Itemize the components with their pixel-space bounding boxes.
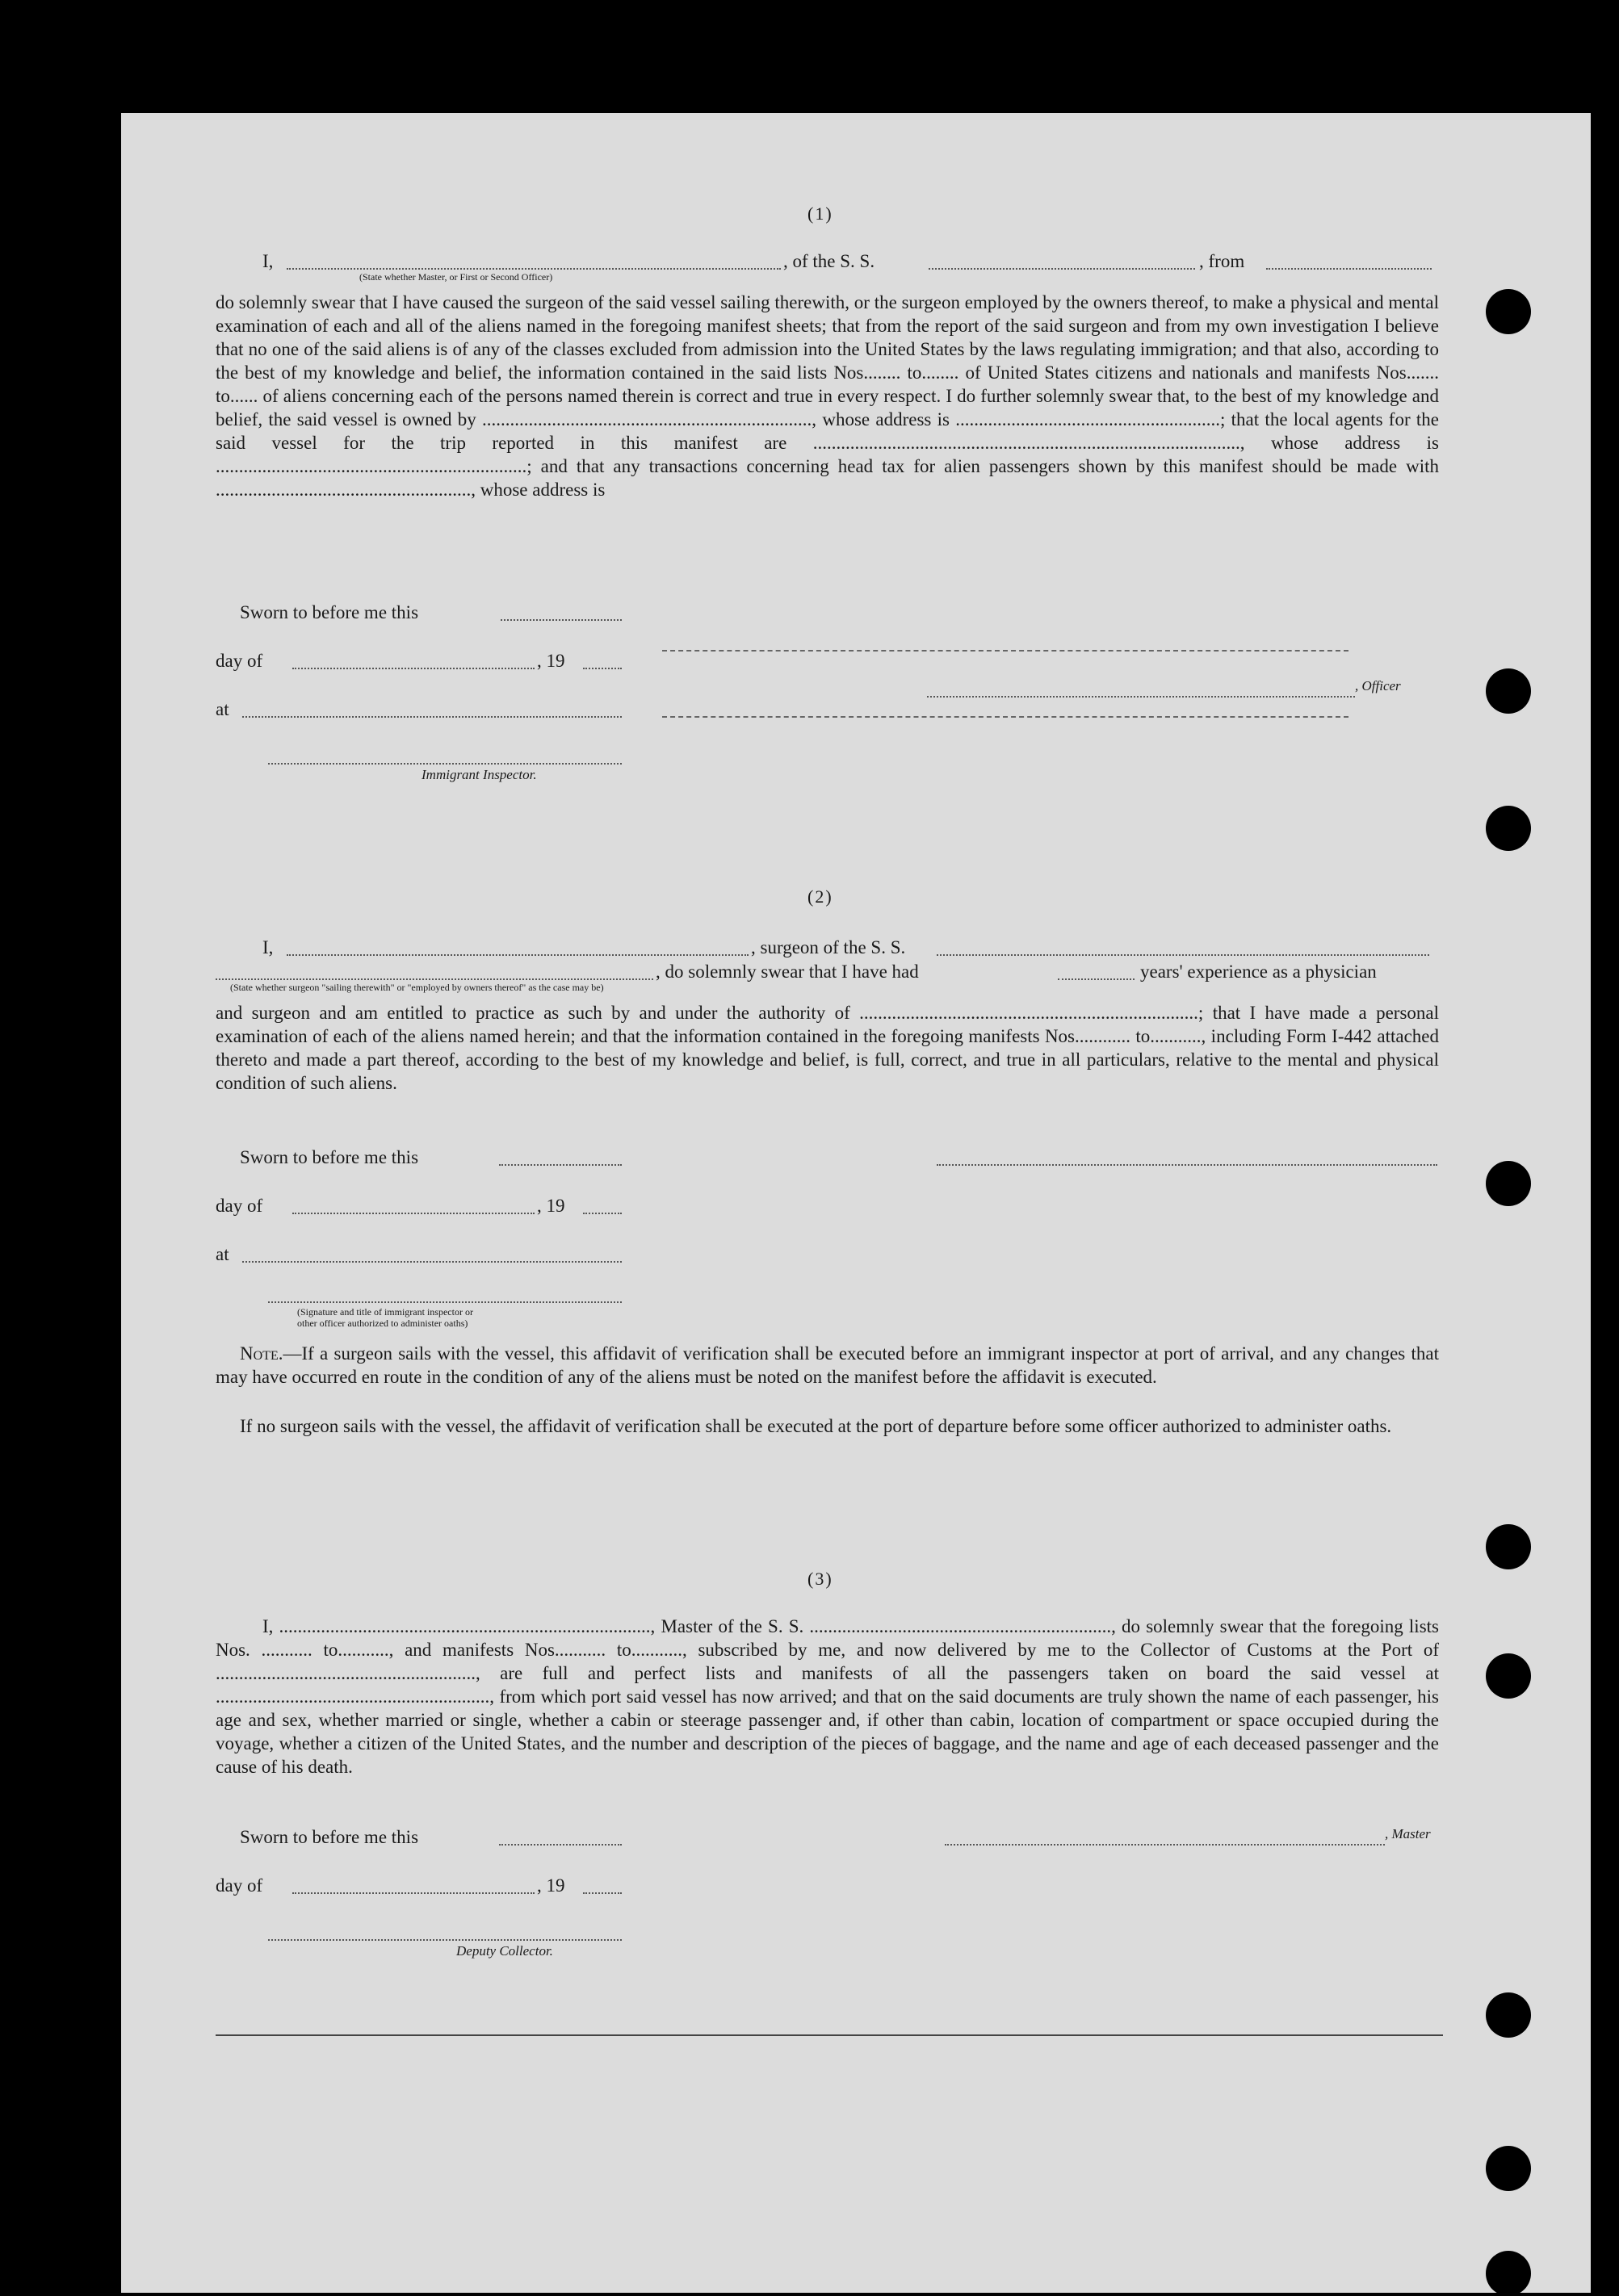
section-3-oath-text: I, ................................................................................, Master of the S. S. ................................................................., do solemnly swear that the foregoing lists Nos. ........... to..........., and manifests Nos........... to..........., subscribed by me, and now delivered by me to the Collector of Customs at the Port of ........................................................, are full and perfect lists and manifests of all the passengers taken on board the said vessel at ..........................................................., from which port said vessel has now arrived; and that on the said documents are truly shown the name of each passenger, his age and sex, whether married or single, whether a cabin or steerage passenger and, if other than cabin, location of compartment or space occupied during the voyage, whether a citizen of the United States, and the number and description of the pieces of baggage, and the name and age of each deceased passenger and the cause of his death. [216, 1616, 1439, 1777]
section-1-oath-text: do solemnly swear that I have caused the surgeon of the said vessel sailing therewith, or the surgeon employed by the owners thereof, to make a physical and mental examination of each and all of the aliens named in the foregoing manifest sheets; that from the report of the said surgeon and from my own investigation I believe that no one of the said aliens is of any of the classes excluded from admission into the United States by the laws regulating immigration; and that also, according to the best of my knowledge and belief, the information contained in the said lists Nos........ to........ of United States citizens and nationals and manifests Nos....... to...... of aliens concerning each of the persons named therein is correct and true in every respect. I do further solemnly swear that, to the best of my knowledge and belief, the said vessel is owned by ......................................................................., whose address is .........................................................; that the local agents for the said vessel for the trip reported in this manifest are ............................................................................................, whose address is ...................................................................; and that any transactions concerning head tax for alien passengers shown by this manifest should be made with ......................................................., whose address is [216, 292, 1439, 500]
binder-hole [1486, 2146, 1531, 2191]
section-3-year-label: , 19 [537, 1875, 565, 1896]
section-1-month-field[interactable] [292, 668, 535, 669]
section-3-sworn-label: Sworn to before me this [240, 1827, 419, 1847]
section-3-month-field[interactable] [292, 1892, 535, 1894]
blank-line [662, 716, 1348, 718]
section-1-role-note: (State whether Master, or First or Second Officer) [359, 271, 553, 283]
surgeon-note [216, 1342, 1439, 1389]
section-2-sworn-day-field[interactable] [499, 1164, 622, 1166]
section-1-line1-from: , from [1199, 251, 1245, 271]
master-signature-line[interactable] [945, 1844, 1385, 1846]
years-experience-field[interactable] [1058, 978, 1135, 980]
section-2-number: (2) [807, 886, 833, 907]
master-name-field[interactable] [287, 268, 781, 270]
section-2-oath-text: and surgeon and am entitled to practice as such by and under the authority of .........................................................................; that I have made a personal examination of each of the aliens named herein; and that the information contained in the foregoing manifests Nos............ to..........., including Form I-442 attached thereto and made a part thereof, according to the best of my knowledge and belief, is full, correct, and true in all particulars, relative to the mental and physical condition of such aliens. [216, 1003, 1439, 1093]
surgeon-signature-line[interactable] [937, 1164, 1437, 1166]
immigrant-inspector-caption: Immigrant Inspector. [422, 767, 537, 782]
section-1-year-field[interactable] [583, 668, 622, 669]
deputy-collector-caption: Deputy Collector. [456, 1943, 553, 1959]
section-1-at-label: at [216, 699, 229, 719]
deputy-collector-signature-line[interactable] [268, 1939, 622, 1941]
inspector-caption-line-1: (Signature and title of immigrant inspector or [297, 1306, 473, 1318]
surgeon-note-2: If no surgeon sails with the vessel, the affidavit of verification shall be executed at the port of departure before some officer authorized to administer oaths. [240, 1416, 1392, 1436]
section-1-at-field[interactable] [242, 716, 622, 718]
form-page [121, 113, 1591, 2293]
section-3-day-of-label: day of [216, 1875, 263, 1896]
surgeon-status-note: (State whether surgeon "sailing therewith" or "employed by owners thereof" as the case may be) [230, 982, 604, 993]
from-port-field[interactable] [1266, 268, 1432, 270]
section-3-number: (3) [807, 1569, 833, 1589]
binder-hole [1486, 1653, 1531, 1699]
vessel-name-field[interactable] [929, 268, 1195, 270]
immigrant-inspector-signature-line[interactable] [268, 763, 622, 765]
section-1-line1-prefix: I, [262, 251, 274, 271]
section-1-sworn-day-field[interactable] [501, 619, 622, 621]
surgeon-status-field[interactable] [216, 978, 653, 980]
section-2-line2-mid: , do solemnly swear that I have had [656, 962, 919, 982]
section-2-day-of-label: day of [216, 1196, 263, 1216]
blank-line [662, 650, 1348, 652]
binder-hole [1486, 668, 1531, 714]
note-label: Note. [240, 1343, 283, 1364]
section-2-month-field[interactable] [292, 1213, 535, 1214]
section-3-sworn-day-field[interactable] [499, 1844, 622, 1846]
master-label: , Master [1385, 1826, 1431, 1841]
section-3-year-field[interactable] [583, 1892, 622, 1894]
section-1-line1-mid: , of the S. S. [783, 251, 875, 271]
binder-hole [1486, 1161, 1531, 1206]
section-2-year-label: , 19 [537, 1196, 565, 1216]
section-1-sworn-label: Sworn to before me this [240, 602, 419, 622]
inspector-signature-line[interactable] [268, 1301, 622, 1303]
surgeon-name-field[interactable] [287, 954, 749, 956]
section-2-at-label: at [216, 1244, 229, 1264]
officer-label: , Officer [1355, 678, 1401, 693]
note-text: —If a surgeon sails with the vessel, this affidavit of verification shall be executed before an immigrant inspector at port of arrival, and any changes that may have occurred en route in the condition of any of the aliens must be noted on the manifest before the affidavit is executed. [216, 1343, 1439, 1387]
binder-hole [1486, 2251, 1531, 2296]
section-1-number: (1) [807, 203, 833, 224]
section-2-sworn-label: Sworn to before me this [240, 1147, 419, 1167]
section-2-line1-prefix: I, [262, 937, 274, 957]
bottom-divider [216, 2034, 1443, 2036]
binder-hole [1486, 1992, 1531, 2038]
binder-hole [1486, 289, 1531, 334]
section-2-line2-end: years' experience as a physician [1140, 962, 1377, 982]
officer-signature-line[interactable] [927, 696, 1355, 698]
section-1-day-of-label: day of [216, 651, 263, 671]
section-2-line1-mid: , surgeon of the S. S. [751, 937, 906, 957]
section-2-year-field[interactable] [583, 1213, 622, 1214]
binder-hole [1486, 806, 1531, 851]
inspector-caption-line-2: other officer authorized to administer oaths) [297, 1318, 468, 1329]
section-1-year-label: , 19 [537, 651, 565, 671]
section-2-at-field[interactable] [242, 1261, 622, 1263]
section-2-vessel-field[interactable] [937, 954, 1429, 956]
binder-hole [1486, 1524, 1531, 1569]
